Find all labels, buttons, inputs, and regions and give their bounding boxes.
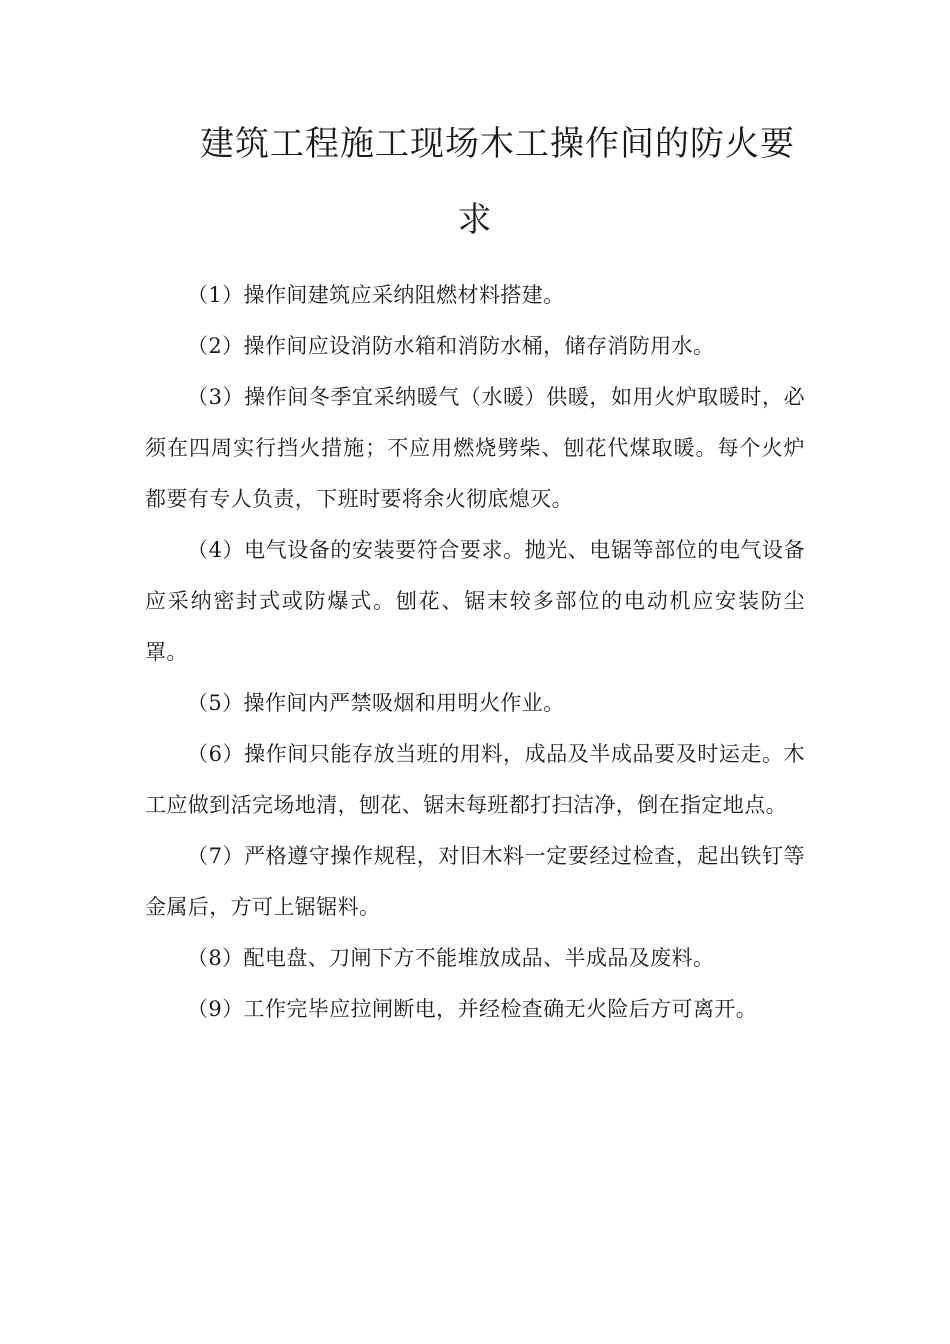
document-title-line-1: 建筑工程施工现场木工操作间的防火要	[200, 124, 795, 164]
paragraph-8: （8）配电盘、刀闸下方不能堆放成品、半成品及废料。	[187, 946, 715, 970]
paragraph-9: （9）工作完毕应拉闸断电，并经检查确无火险后方可离开。	[187, 997, 758, 1021]
paragraph-7: （7）严格遵守操作规程，对旧木料一定要经过检查，起出铁钉等金属后，方可上锯锯料。	[145, 844, 805, 919]
paragraph-3: （3）操作间冬季宜采纳暖气（水暖）供暖，如用火炉取暖时，必须在四周实行挡火措施；不应用燃烧劈柴、刨花代煤取暖。每个火炉都要有专人负责，下班时要将余火彻底熄灭。	[145, 385, 805, 511]
paragraph-4: （4）电气设备的安装要符合要求。抛光、电锯等部位的电气设备应采纳密封式或防爆式。刨花、锯末较多部位的电动机应安装防尘罩。	[145, 538, 805, 664]
paragraph-6: （6）操作间只能存放当班的用料，成品及半成品要及时运走。木工应做到活完场地清，刨花、锯末每班都打扫洁净，倒在指定地点。	[145, 742, 805, 817]
paragraph-5: （5）操作间内严禁吸烟和用明火作业。	[187, 691, 565, 715]
paragraph-2: （2）操作间应设消防水箱和消防水桶，储存消防用水。	[187, 334, 715, 358]
document-body	[145, 270, 805, 1035]
document-title-line-2: 求	[457, 200, 493, 240]
paragraph-1: （1）操作间建筑应采纳阻燃材料搭建。	[187, 283, 565, 307]
